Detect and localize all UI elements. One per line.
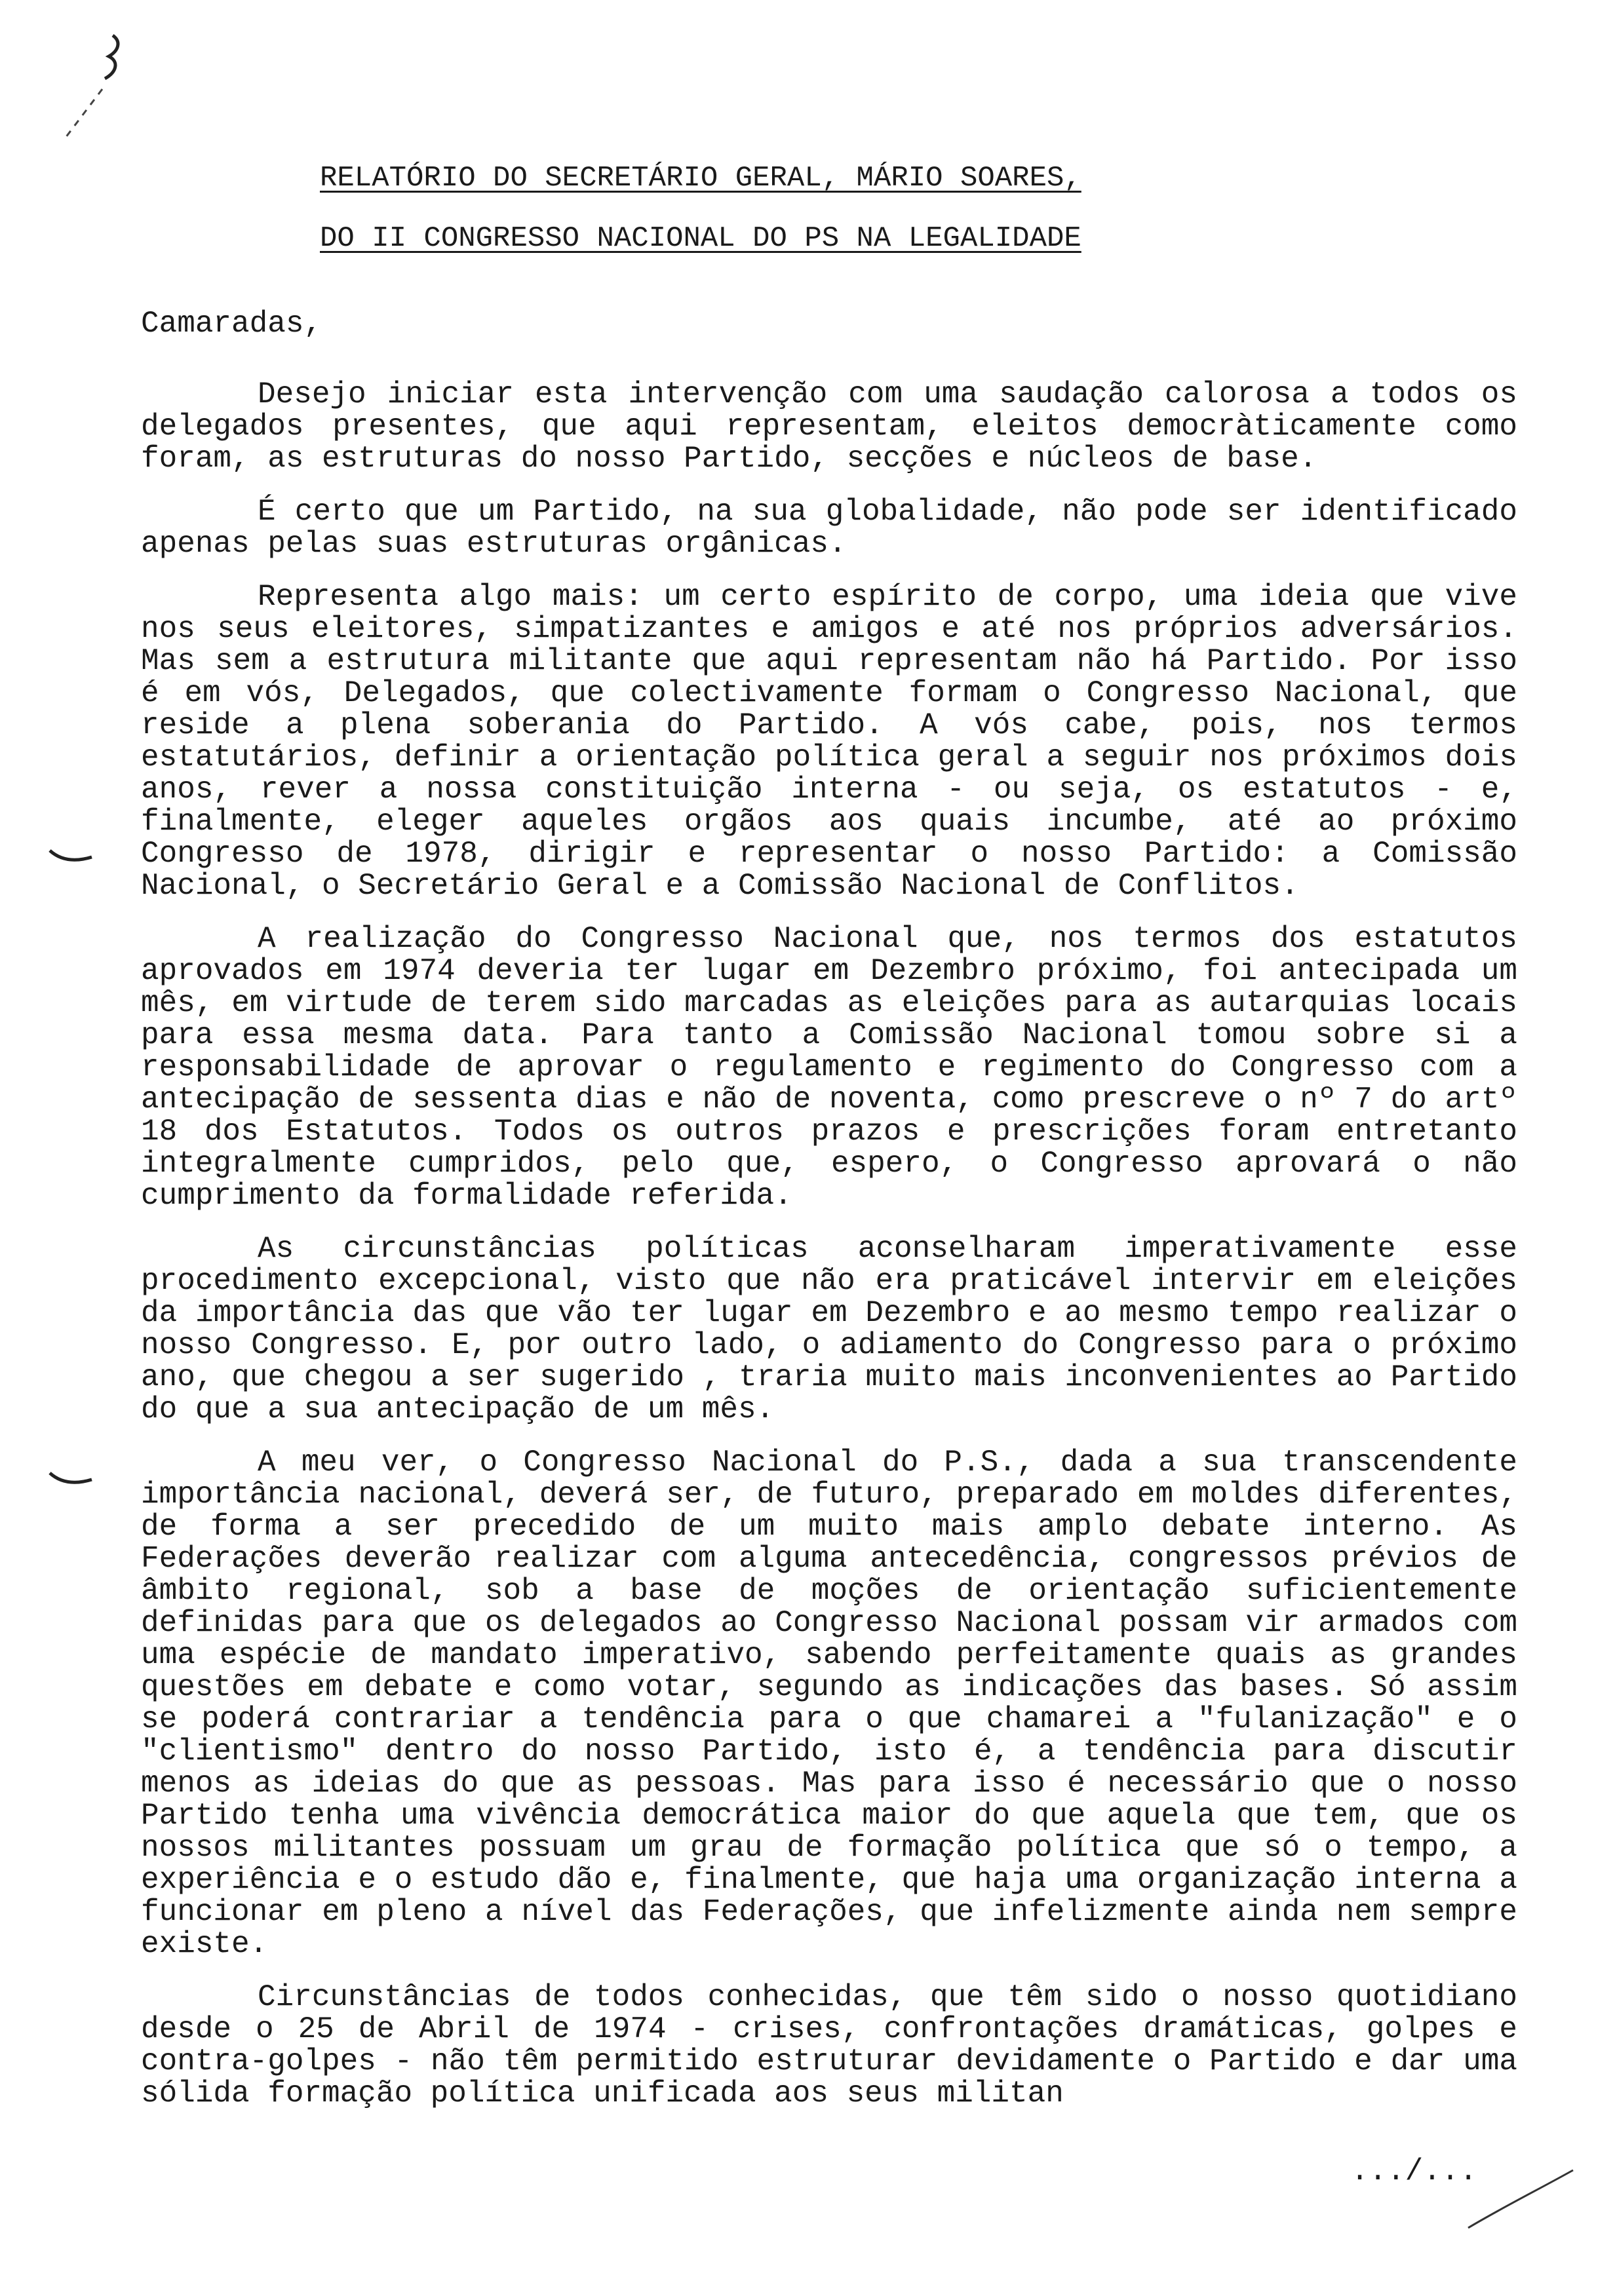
paragraph-future-preparation: A meu ver, o Congresso Nacional do P.S., dada a sua transcendente importância nacional, deverá ser, de futuro, preparado em moldes diferentes, de forma a ser precedido de um muito mais amplo debate interno. As Federações deverão realizar com alguma antecedência, congressos prévios de âmbito regional, sob a base de moções de orientação suficientemente definidas para que os delegados ao Congresso Nacional possam vir armados com uma espécie de mandato imperativo, sabendo perfeitamente quais as grandes questões em debate e como votar, segundo as indicações das bases. Só assim se poderá contrariar a tendência para o que chamarei a "fulanização" e o "clientismo" dentro do nosso Partido, isto é, a tendência para discutir menos as ideias do que as pessoas. Mas para isso é necessário que o nosso Partido tenha uma vivência democrática maior do que aquela que tem, que os nossos militantes possuam um grau de formação política que só o tempo, a experiência e o estudo dão e, finalmente, que haja uma organização interna a funcionar em pleno a nível das Federações, que infelizmente ainda nem sempre existe.: [141, 1445, 1517, 1961]
letter-body: [141, 308, 1517, 2131]
pen-stroke-mark: [1442, 2162, 1586, 2241]
page-continuation-marker: .../...: [1350, 2154, 1477, 2189]
report-title-line-1: RELATÓRIO DO SECRETÁRIO GERAL, MÁRIO SOARES,: [320, 162, 1081, 195]
paragraph-greeting: Desejo iniciar esta intervenção com uma saudação calorosa a todos os delegados presentes, que aqui representam, eleitos democràticamente como foram, as estruturas do nosso Partido, secções e núcleos de base.: [141, 377, 1517, 476]
paragraph-delegates-sovereignty: Representa algo mais: um certo espírito de corpo, uma ideia que vive nos seus eleitores, simpatizantes e amigos e até nos próprios adversários. Mas sem a estrutura militante que aqui representam não há Partido. Por isso é em vós, Delegados, que colectivamente formam o Congresso Nacional, que reside a plena soberania do Partido. A vós cabe, pois, nos termos estatutários, definir a orientação política geral a seguir nos próximos dois anos, rever a nossa constituição interna - ou seja, os estatutos - e, finalmente, eleger aqueles orgãos aos quais incumbe, até ao próximo Congresso de 1978, dirigir e representar o nosso Partido: a Comissão Nacional, o Secretário Geral e a Comissão Nacional de Conflitos.: [141, 580, 1517, 903]
margin-check-mark-lower: [46, 1468, 98, 1494]
paragraph-known-circumstances: Circunstâncias de todos conhecidas, que têm sido o nosso quotidiano desde o 25 de Abril de 1974 - crises, confrontações dramáticas, golpes e contra-golpes - não têm permitido estruturar devidamente o Partido e dar uma sólida formação política unificada aos seus militan: [141, 1980, 1517, 2111]
corner-pen-mark: [39, 26, 131, 144]
paragraph-political-circumstances: As circunstâncias políticas aconselharam imperativamente esse procedimento excepcional, visto que não era praticável intervir em eleições da importância das que vão ter lugar em Dezembro e ao mesmo tempo realizar o nosso Congresso. E, por outro lado, o adiamento do Congresso para o próximo ano, que chegou a ser sugerido , traria muito mais inconvenientes ao Partido do que a sua antecipação de um mês.: [141, 1232, 1517, 1426]
paragraph-party-identity: É certo que um Partido, na sua globalidade, não pode ser identificado apenas pelas suas estruturas orgânicas.: [141, 495, 1517, 561]
paragraph-congress-anticipation: A realização do Congresso Nacional que, nos termos dos estatutos aprovados em 1974 deveria ter lugar em Dezembro próximo, foi antecipada um mês, em virtude de terem sido marcadas as eleições para as autarquias locais para essa mesma data. Para tanto a Comissão Nacional tomou sobre si a responsabilidade de aprovar o regulamento e regimento do Congresso com a antecipação de sessenta dias e não de noventa, como prescreve o nº 7 do artº 18 dos Estatutos. Todos os outros prazos e prescrições foram entretanto integralmente cumpridos, pelo que, espero, o Congresso aprovará o não cumprimento da formalidade referida.: [141, 922, 1517, 1213]
report-title-line-2: DO II CONGRESSO NACIONAL DO PS NA LEGALIDADE: [320, 222, 1081, 255]
margin-check-mark-upper: [46, 845, 98, 871]
salutation: Camaradas,: [141, 307, 322, 341]
